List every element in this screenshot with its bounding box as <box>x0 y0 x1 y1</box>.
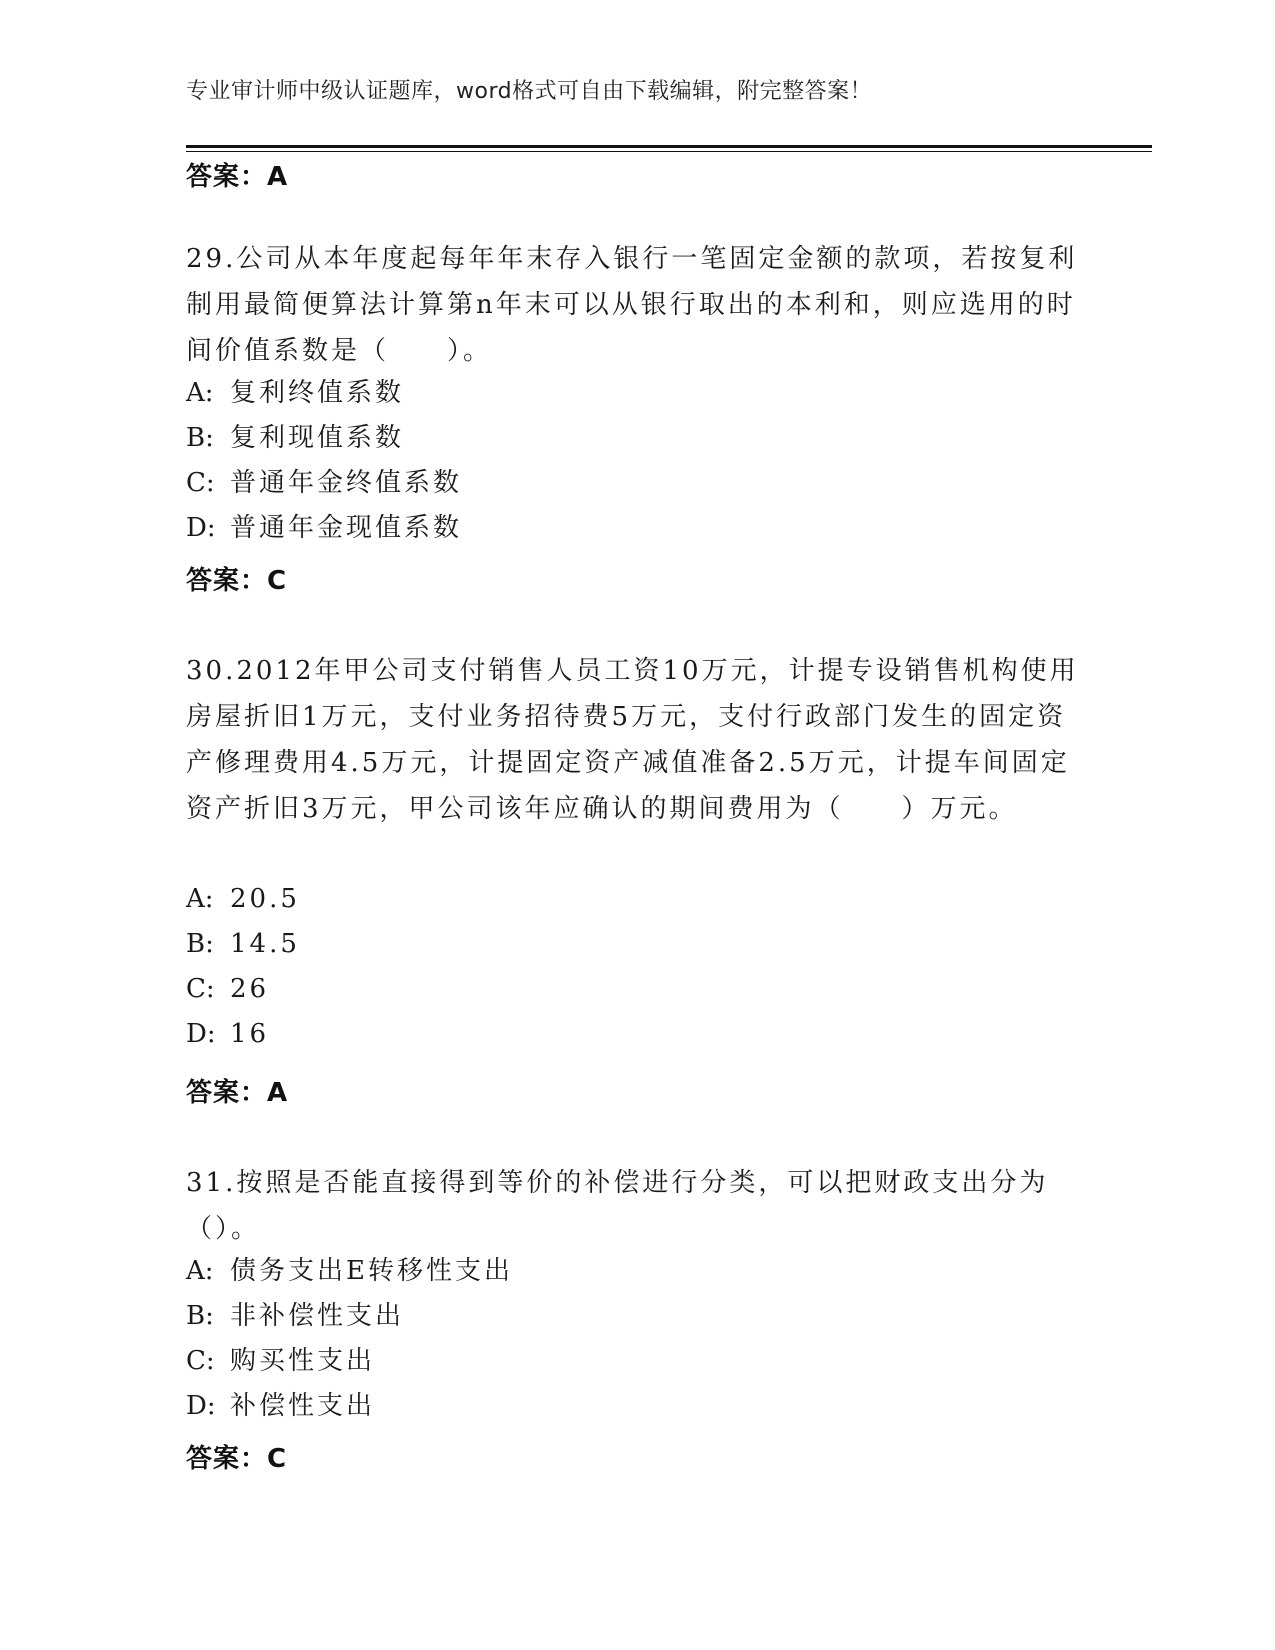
previous-answer: 答案：A <box>186 162 289 192</box>
option-text: 20.5 <box>230 884 300 914</box>
question-29-option-a <box>186 372 404 409</box>
option-text: 补偿性支出 <box>230 1391 376 1421</box>
option-text: 普通年金终值系数 <box>230 468 463 498</box>
option-letter: A: <box>186 378 214 408</box>
option-text: 26 <box>230 974 270 1004</box>
page-header: 专业审计师中级认证题库，word格式可自由下载编辑，附完整答案！ <box>186 79 873 104</box>
question-30-option-d <box>186 1019 269 1049</box>
option-text: 复利现值系数 <box>230 423 405 453</box>
option-letter: C: <box>186 1346 215 1376</box>
question-31-option-c <box>186 1340 375 1377</box>
question-31-option-d <box>186 1385 375 1422</box>
option-letter: B: <box>186 1301 214 1331</box>
option-letter: D: <box>186 1391 216 1421</box>
question-30-stem: 30.2012年甲公司支付销售人员工资10万元，计提专设销售机构使用房屋折旧1万元，支付业务招待费5万元，支付行政部门发生的固定资产修理费用4.5万元，计提固定资产减值准备2.5万元，计提车间固定资产折旧3万元，甲公司该年应确认的期间费用为（ ）万元。 <box>186 656 1079 824</box>
question-29-option-b <box>186 417 404 454</box>
option-text: 普通年金现值系数 <box>230 513 463 543</box>
question-29-option-d <box>186 507 462 544</box>
option-letter: A: <box>186 884 214 914</box>
question-29-answer: 答案：C <box>186 566 288 596</box>
option-text: 购买性支出 <box>230 1346 376 1376</box>
option-text: 复利终值系数 <box>230 378 405 408</box>
question-30-option-a <box>186 884 300 914</box>
option-text: 14.5 <box>230 929 300 959</box>
option-letter: D: <box>186 513 216 543</box>
option-text: 非补偿性支出 <box>230 1301 405 1331</box>
option-text: 16 <box>230 1019 270 1049</box>
question-30-option-b <box>186 929 300 959</box>
question-30-option-c <box>186 974 269 1004</box>
question-30-answer: 答案：A <box>186 1078 289 1108</box>
question-31-answer: 答案：C <box>186 1444 288 1474</box>
option-letter: D: <box>186 1019 216 1049</box>
option-letter: B: <box>186 929 214 959</box>
option-letter: C: <box>186 974 215 1004</box>
option-text: 债务支出E转移性支出 <box>230 1256 513 1286</box>
question-29-option-c <box>186 462 462 499</box>
option-letter: C: <box>186 468 215 498</box>
option-letter: A: <box>186 1256 214 1286</box>
header-rule-thin <box>186 151 1152 152</box>
question-31-option-a <box>186 1250 513 1287</box>
question-31-option-b <box>186 1295 404 1332</box>
option-letter: B: <box>186 423 214 453</box>
question-31-stem: 31.按照是否能直接得到等价的补偿进行分类，可以把财政支出分为（）。 <box>186 1168 1049 1244</box>
header-rule-thick <box>186 145 1152 148</box>
question-29-stem: 29.公司从本年度起每年年末存入银行一笔固定金额的款项，若按复利制用最简便算法计算第n年末可以从银行取出的本利和，则应选用的时间价值系数是（ ）。 <box>186 244 1078 366</box>
